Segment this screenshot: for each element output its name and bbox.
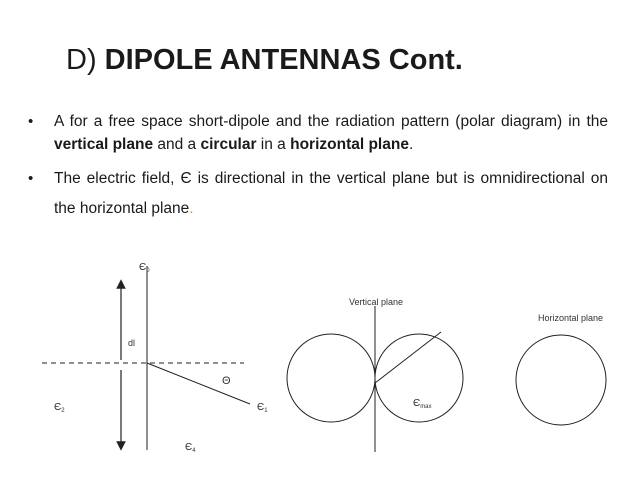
- label-e1-sub: 1: [264, 408, 268, 414]
- label-e2: [54, 402, 65, 414]
- bullet-1-horizontal-plane: horizontal plane: [290, 136, 409, 153]
- bullet-list: [28, 110, 608, 232]
- label-e1-symbol: Є: [257, 402, 265, 413]
- label-horizontal-plane: Horizontal plane: [538, 313, 604, 323]
- label-emax: [413, 398, 432, 410]
- vertical-plane-pattern: [287, 297, 463, 452]
- label-emax-symbol: Є: [413, 398, 421, 409]
- label-e0-sub: 0: [146, 268, 150, 274]
- label-e2-symbol: Є: [54, 402, 62, 413]
- label-e4-symbol: Є: [185, 442, 193, 453]
- title-main: DIPOLE ANTENNAS Cont.: [104, 44, 463, 76]
- bullet-marker-1: •: [28, 113, 34, 130]
- label-e4-sub: 4: [192, 448, 196, 454]
- emax-vector: [375, 332, 441, 383]
- bullet-1-circular: circular: [200, 136, 257, 153]
- bullet-marker-2: •: [28, 170, 34, 187]
- dipole-element-figure: [42, 262, 268, 454]
- label-dl: dl: [128, 338, 136, 348]
- label-e4: [185, 442, 196, 454]
- bullet-1-text-b: and a: [153, 136, 201, 153]
- bullet-1-period: .: [408, 136, 414, 153]
- label-e2-sub: 2: [61, 408, 65, 414]
- left-lobe: [287, 334, 375, 422]
- field-direction-line: [147, 363, 250, 404]
- label-vertical-plane: Vertical plane: [349, 297, 404, 307]
- bullet-2: [28, 164, 608, 224]
- label-emax-sub: max: [420, 404, 432, 410]
- bullet-1-text-c: in a: [256, 136, 291, 153]
- label-e1: [257, 402, 268, 414]
- horizontal-pattern-circle: [516, 335, 606, 425]
- bullet-1-text-a: A for a free space short-dipole and the radiation pattern (polar diagram) in the: [54, 113, 608, 130]
- label-e0-symbol: Є: [139, 262, 147, 273]
- horizontal-plane-pattern: [516, 313, 606, 425]
- label-e0: [139, 262, 150, 274]
- title-prefix: D): [66, 44, 105, 76]
- dipole-diagram: [0, 250, 638, 479]
- bullet-1-vertical-plane: vertical plane: [54, 136, 154, 153]
- bullet-1: [28, 110, 608, 156]
- bullet-2-text: The electric field, Є is directional in the vertical plane but is omnidirectional on the horizontal plane: [54, 170, 608, 217]
- slide-title: [66, 44, 463, 77]
- label-theta: Θ: [222, 375, 231, 387]
- bullet-2-period: .: [189, 200, 194, 217]
